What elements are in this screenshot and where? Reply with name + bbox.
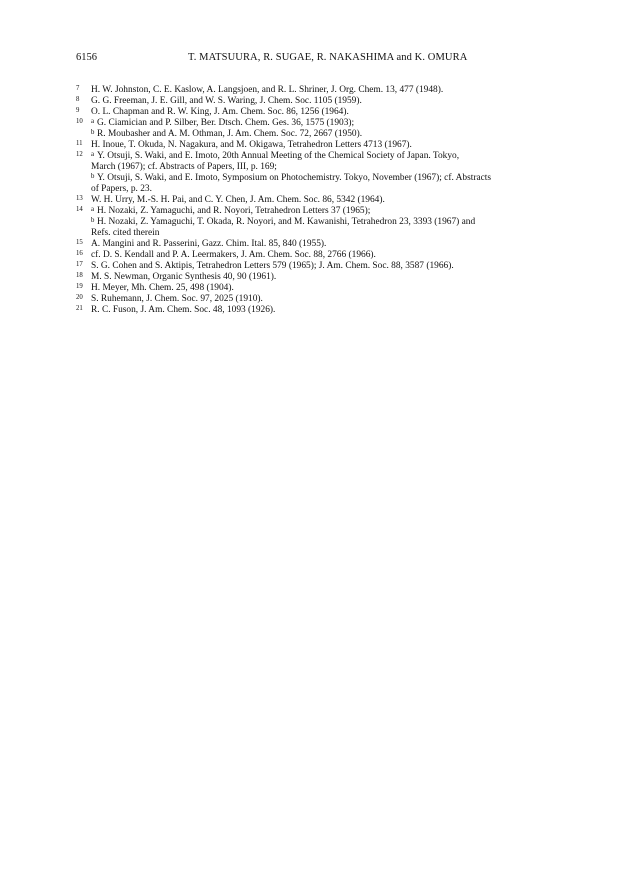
- reference-text: H. W. Johnston, C. E. Kaslow, A. Langsjoen, and R. L. Shriner, J. Org. Chem. 13, 477 (1948).: [91, 85, 444, 95]
- reference-text: H. Nozaki, Z. Yamaguchi, T. Okada, R. Noyori, and M. Kawanishi, Tetrahedron 23, 3393 (1967) and: [97, 217, 476, 227]
- reference-text: A. Mangini and R. Passerini, Gazz. Chim. Ital. 85, 840 (1955).: [91, 239, 327, 249]
- reference-number: 20: [76, 294, 83, 301]
- reference-number: 12: [76, 151, 83, 158]
- reference-continuation: [0, 228, 624, 239]
- reference-item: [0, 250, 624, 261]
- reference-text: M. S. Newman, Organic Synthesis 40, 90 (1961).: [91, 272, 277, 282]
- reference-text: S. Ruhemann, J. Chem. Soc. 97, 2025 (1910).: [91, 294, 263, 304]
- reference-number: 16: [76, 250, 83, 257]
- reference-number: 18: [76, 272, 83, 279]
- reference-number: 10: [76, 118, 83, 125]
- reference-number: 17: [76, 261, 83, 268]
- reference-text: Y. Otsuji, S. Waki, and E. Imoto, Symposium on Photochemistry. Tokyo, November (1967); cf. Abstracts: [97, 173, 492, 183]
- reference-number: 15: [76, 239, 83, 246]
- references-list: [0, 85, 624, 316]
- reference-text: R. C. Fuson, J. Am. Chem. Soc. 48, 1093 (1926).: [91, 305, 276, 315]
- reference-item: [0, 305, 624, 316]
- reference-text: of Papers, p. 23.: [91, 184, 152, 194]
- reference-number: 13: [76, 195, 83, 202]
- reference-sub-marker: b: [91, 217, 95, 224]
- reference-text: G. Ciamician and P. Silber, Ber. Dtsch. Chem. Ges. 36, 1575 (1903);: [97, 118, 355, 128]
- reference-sub-marker: b: [91, 173, 95, 180]
- running-head: T. MATSUURA, R. SUGAE, R. NAKASHIMA and K. OMURA: [188, 52, 468, 63]
- page-number: 6156: [76, 52, 97, 63]
- reference-text: S. G. Cohen and S. Aktipis, Tetrahedron Letters 579 (1965); J. Am. Chem. Soc. 88, 3587 (1966).: [91, 261, 454, 271]
- reference-item: [0, 129, 624, 140]
- reference-text: O. L. Chapman and R. W. King, J. Am. Chem. Soc. 86, 1256 (1964).: [91, 107, 349, 117]
- reference-sub-marker: a: [91, 206, 95, 213]
- reference-item: [0, 283, 624, 294]
- reference-number: 7: [76, 85, 80, 92]
- reference-text: cf. D. S. Kendall and P. A. Leermakers, J. Am. Chem. Soc. 88, 2766 (1966).: [91, 250, 376, 260]
- reference-item: [0, 294, 624, 305]
- reference-item: [0, 239, 624, 250]
- reference-number: 19: [76, 283, 83, 290]
- page-header: [76, 52, 556, 68]
- reference-number: 21: [76, 305, 83, 312]
- reference-item: [0, 272, 624, 283]
- reference-sub-marker: a: [91, 151, 95, 158]
- reference-text: G. G. Freeman, J. E. Gill, and W. S. Waring, J. Chem. Soc. 1105 (1959).: [91, 96, 362, 106]
- reference-text: H. Nozaki, Z. Yamaguchi, and R. Noyori, Tetrahedron Letters 37 (1965);: [97, 206, 371, 216]
- reference-item: [0, 151, 624, 162]
- reference-item: [0, 173, 624, 184]
- reference-text: H. Meyer, Mh. Chem. 25, 498 (1904).: [91, 283, 234, 293]
- reference-item: [0, 85, 624, 96]
- reference-number: 8: [76, 96, 80, 103]
- reference-text: Refs. cited therein: [91, 228, 160, 238]
- reference-text: H. Inoue, T. Okuda, N. Nagakura, and M. Okigawa, Tetrahedron Letters 4713 (1967).: [91, 140, 412, 150]
- reference-item: [0, 96, 624, 107]
- reference-text: R. Moubasher and A. M. Othman, J. Am. Chem. Soc. 72, 2667 (1950).: [97, 129, 363, 139]
- reference-number: 11: [76, 140, 83, 147]
- reference-text: March (1967); cf. Abstracts of Papers, III, p. 169;: [91, 162, 277, 172]
- reference-text: Y. Otsuji, S. Waki, and E. Imoto, 20th Annual Meeting of the Chemical Society of Japan. Tokyo,: [97, 151, 460, 161]
- reference-sub-marker: a: [91, 118, 95, 125]
- reference-continuation: [0, 184, 624, 195]
- reference-number: 14: [76, 206, 83, 213]
- reference-text: W. H. Urry, M.-S. H. Pai, and C. Y. Chen, J. Am. Chem. Soc. 86, 5342 (1964).: [91, 195, 385, 205]
- reference-item: [0, 261, 624, 272]
- reference-sub-marker: b: [91, 129, 95, 136]
- reference-item: [0, 217, 624, 228]
- reference-number: 9: [76, 107, 80, 114]
